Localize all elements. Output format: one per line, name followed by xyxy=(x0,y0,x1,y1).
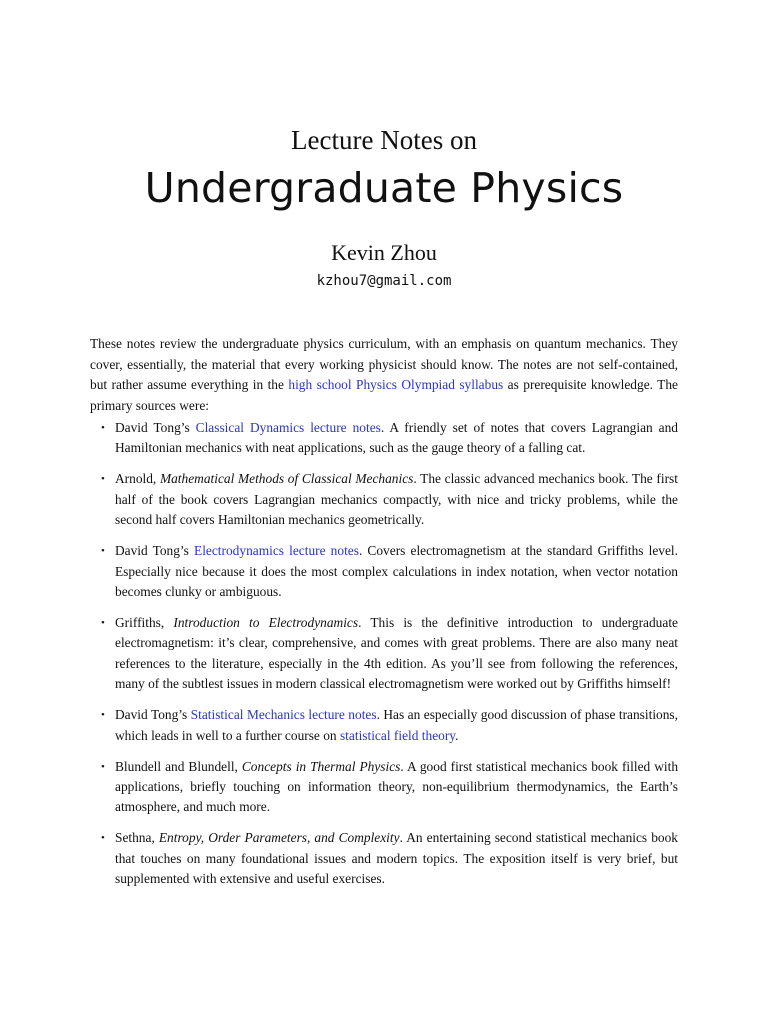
source-book-title: Mathematical Methods of Classical Mechanics xyxy=(159,471,414,487)
sources-list xyxy=(90,418,678,900)
bullet-icon: • xyxy=(101,832,105,845)
pre-title: Lecture Notes on xyxy=(291,125,477,155)
source-author: David Tong’s xyxy=(115,543,195,559)
source-item-griffiths xyxy=(90,613,678,695)
source-description: . The classic advanced mechanics book. The first half of the book covers Lagrangian mechanics compactly, with nice and tricky problems, while the second half covers Hamiltonian mechanics geometrically. xyxy=(115,471,678,528)
source-item-tong-electrodynamics xyxy=(90,541,678,602)
source-description: . A good first statistical mechanics book filled with applications, briefly touching on information theory, non-equilibrium thermodynamics, the Earth’s atmosphere, and much more. xyxy=(115,758,679,815)
source-description-end: . xyxy=(455,727,459,743)
source-author: David Tong’s xyxy=(115,707,191,723)
bullet-icon: • xyxy=(101,617,105,630)
bullet-icon: • xyxy=(101,709,105,722)
source-author: Arnold, xyxy=(115,471,160,487)
source-book-title: Introduction to Electrodynamics xyxy=(173,615,359,631)
source-author: Griffiths, xyxy=(115,615,174,631)
electrodynamics-notes-link[interactable]: Electrodynamics lecture notes xyxy=(194,543,359,559)
olympiad-syllabus-link[interactable]: high school Physics Olympiad syllabus xyxy=(288,377,504,393)
intro-text-end: as prerequisite knowledge. The primary sources were: xyxy=(90,377,678,413)
author-name: Kevin Zhou xyxy=(331,240,437,265)
source-item-arnold xyxy=(90,469,678,530)
source-description: . A friendly set of notes that covers Lagrangian and Hamiltonian mechanics with neat applications, such as the gauge theory of a falling cat. xyxy=(115,420,678,456)
source-item-blundell xyxy=(90,757,678,818)
source-item-tong-statistical-mechanics xyxy=(90,705,678,746)
source-description: . Covers electromagnetism at the standard Griffiths level. Especially nice because it does the most complex calculations in index notation, when vector notation becomes clunky or ambiguous. xyxy=(115,543,678,600)
source-description: . This is the definitive introduction to undergraduate electromagnetism: it’s clear, comprehensive, and comes with great problems. There are also many neat references to the literature, especially in the 4th edition. As you’ll see from following the references, many of the subtlest issues in modern classical electromagnetism were worked out by Griffiths himself! xyxy=(115,615,678,692)
source-author: David Tong’s xyxy=(115,420,196,435)
source-book-title: Entropy, Order Parameters, and Complexity xyxy=(158,830,400,846)
intro-paragraph xyxy=(90,334,678,416)
bullet-icon: • xyxy=(101,422,105,434)
statistical-mechanics-notes-link[interactable]: Statistical Mechanics lecture notes xyxy=(190,707,377,723)
source-author: Sethna, xyxy=(115,830,159,846)
intro-text-start: These notes review the undergraduate physics curriculum, with an emphasis on quantum mechanics. They cover, essentially, the material that every working physicist should know. The notes are not self-contained, but rather assume everything in the xyxy=(90,336,678,393)
source-book-title: Concepts in Thermal Physics xyxy=(241,758,401,774)
source-description: . An entertaining second statistical mechanics book that touches on many foundational issues and modern topics. The exposition itself is very brief, but supplemented with extensive and useful exercises. xyxy=(115,830,678,887)
source-item-tong-classical-dynamics xyxy=(90,418,678,459)
statistical-field-theory-link[interactable]: statistical field theory xyxy=(339,727,456,743)
source-author: Blundell and Blundell, xyxy=(115,758,242,774)
source-item-sethna xyxy=(90,828,678,889)
bullet-icon: • xyxy=(101,473,105,486)
classical-dynamics-notes-link[interactable]: Classical Dynamics lecture notes xyxy=(195,420,381,435)
source-description: . Has an especially good discussion of phase transitions, which leads in well to a further course on xyxy=(115,707,678,743)
document-title: Undergraduate Physics xyxy=(144,164,624,212)
author-email: kzhou7@gmail.com xyxy=(316,273,452,289)
bullet-icon: • xyxy=(101,545,105,558)
bullet-icon: • xyxy=(101,760,105,773)
